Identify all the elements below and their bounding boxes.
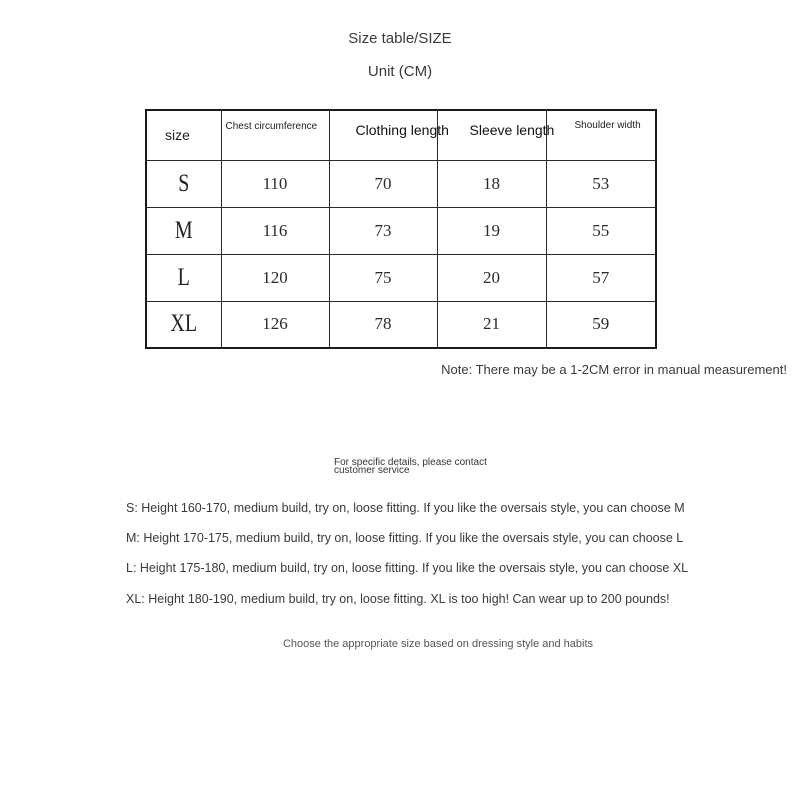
chest-cell: 110: [221, 160, 329, 207]
table-row: [146, 160, 656, 207]
advice-s: S: Height 160-170, medium build, try on, loose fitting. If you like the oversais style, you can choose M: [126, 501, 685, 515]
size-cell: [146, 254, 221, 301]
contact-note: [334, 459, 514, 475]
chest-cell: 116: [221, 207, 329, 254]
size-cell: [146, 301, 221, 348]
shoulder-width-cell: 57: [546, 254, 656, 301]
shoulder-width-cell: 55: [546, 207, 656, 254]
size-label: M: [174, 216, 193, 244]
sleeve-length-cell: 21: [437, 301, 546, 348]
sleeve-length-cell: 18: [437, 160, 546, 207]
advice-xl: XL: Height 180-190, medium build, try on, loose fitting. XL is too high! Can wear up to 200 pounds!: [126, 592, 670, 606]
header-chest: Chest circumference: [221, 110, 329, 160]
header-size: size: [146, 110, 221, 160]
clothing-length-cell: 78: [329, 301, 437, 348]
sleeve-length-cell: 20: [437, 254, 546, 301]
chest-cell: 126: [221, 301, 329, 348]
header-sleeve-length: Sleeve length: [437, 110, 546, 160]
size-cell: [146, 160, 221, 207]
contact-line-1: For specific details, please contact: [334, 457, 487, 468]
advice-l: L: Height 175-180, medium build, try on, loose fitting. If you like the oversais style, you can choose XL: [126, 561, 689, 575]
header-shoulder-width: Shoulder width: [546, 110, 656, 160]
size-label: L: [177, 263, 190, 291]
shoulder-width-cell: 53: [546, 160, 656, 207]
advice-m: M: Height 170-175, medium build, try on, loose fitting. If you like the oversais style, you can choose L: [126, 531, 684, 545]
size-label: XL: [170, 310, 198, 338]
page-title: Size table/SIZE: [348, 30, 452, 47]
unit-label: Unit (CM): [367, 63, 433, 80]
table-row: [146, 207, 656, 254]
footer-note: Choose the appropriate size based on dressing style and habits: [282, 638, 594, 650]
size-table: [145, 109, 657, 349]
clothing-length-cell: 70: [329, 160, 437, 207]
sleeve-length-cell: 19: [437, 207, 546, 254]
contact-line-2: customer service: [334, 465, 410, 476]
size-label: S: [178, 169, 190, 197]
clothing-length-cell: 73: [329, 207, 437, 254]
measurement-note: Note: There may be a 1-2CM error in manual measurement!: [441, 362, 787, 377]
clothing-length-cell: 75: [329, 254, 437, 301]
chest-cell: 120: [221, 254, 329, 301]
table-header-row: [146, 110, 656, 160]
header-clothing-length: Clothing length: [329, 110, 437, 160]
table-row: [146, 301, 656, 348]
size-cell: [146, 207, 221, 254]
shoulder-width-cell: 59: [546, 301, 656, 348]
table-row: [146, 254, 656, 301]
